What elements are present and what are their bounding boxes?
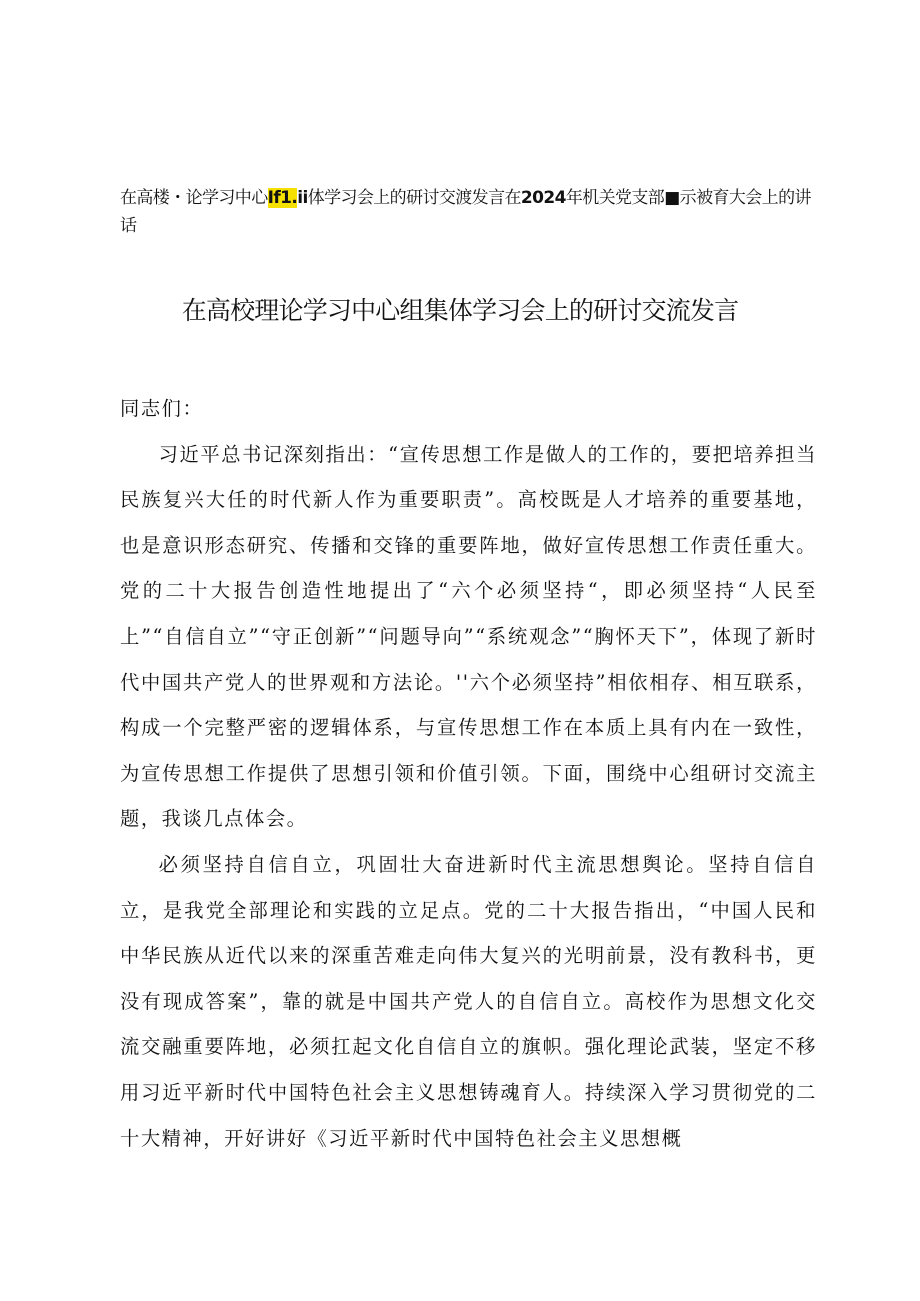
header-title-part1: 在高楼・论学习中心 — [120, 188, 268, 208]
header-title-part2: ii — [297, 188, 308, 208]
paragraph: 必须坚持自信自立，巩固壮大奋进新时代主流思想舆论。坚持自信自立，是我党全部理论和实践的立足点。党的二十大报告指出，“中国人民和中华民族从近代以来的深重苦难走向伟大复兴的光明前景，没有教科书，更没有现成答案”，靠的就是中国共产党人的自信自立。高校作为思想文化交流交融重要阵地，必须扛起文化自信自立的旗帜。强化理论武装，坚定不移用习近平新时代中国特色社会主义思想铸魂育人。持续深入学习贯彻党的二十大精神，开好讲好《习近平新时代中国特色社会主义思想概 — [120, 852, 817, 1150]
header-title-part4: 年机关党支部■示被育大会上的讲话 — [120, 188, 811, 236]
header-title — [120, 184, 820, 240]
header-title-part3: 体学习会上的研讨交渡发言在 — [307, 188, 521, 208]
document-title: 在高校理论学习中心组集体学习会上的研讨交流发言 — [181, 296, 739, 325]
header-title-year: 2024 — [520, 188, 566, 208]
salutation: 同志们： — [120, 397, 204, 420]
header-title-highlight: If1. — [267, 188, 298, 208]
paragraph: 习近平总书记深刻指出：“宣传思想工作是做人的工作的，要把培养担当民族复兴大任的时代新人作为重要职责”。高校既是人才培养的重要基地，也是意识形态研究、传播和交锋的重要阵地，做好宣传思想工作责任重大。党的二十大报告创造性地提出了“六个必须坚持“，即必须坚持“人民至上”“自信自立”“守正创新”“问题导向”“系统观念”“胸怀天下”，体现了新时代中国共产党人的世界观和方法论。''六个必须坚持”相依相存、相互联系，构成一个完整严密的逻辑体系，与宣传思想工作在本质上具有内在一致性，为宣传思想工作提供了思想引领和价值引领。下面，围绕中心组研讨交流主题，我谈几点体会。 — [120, 442, 817, 831]
document-body — [120, 386, 817, 1161]
